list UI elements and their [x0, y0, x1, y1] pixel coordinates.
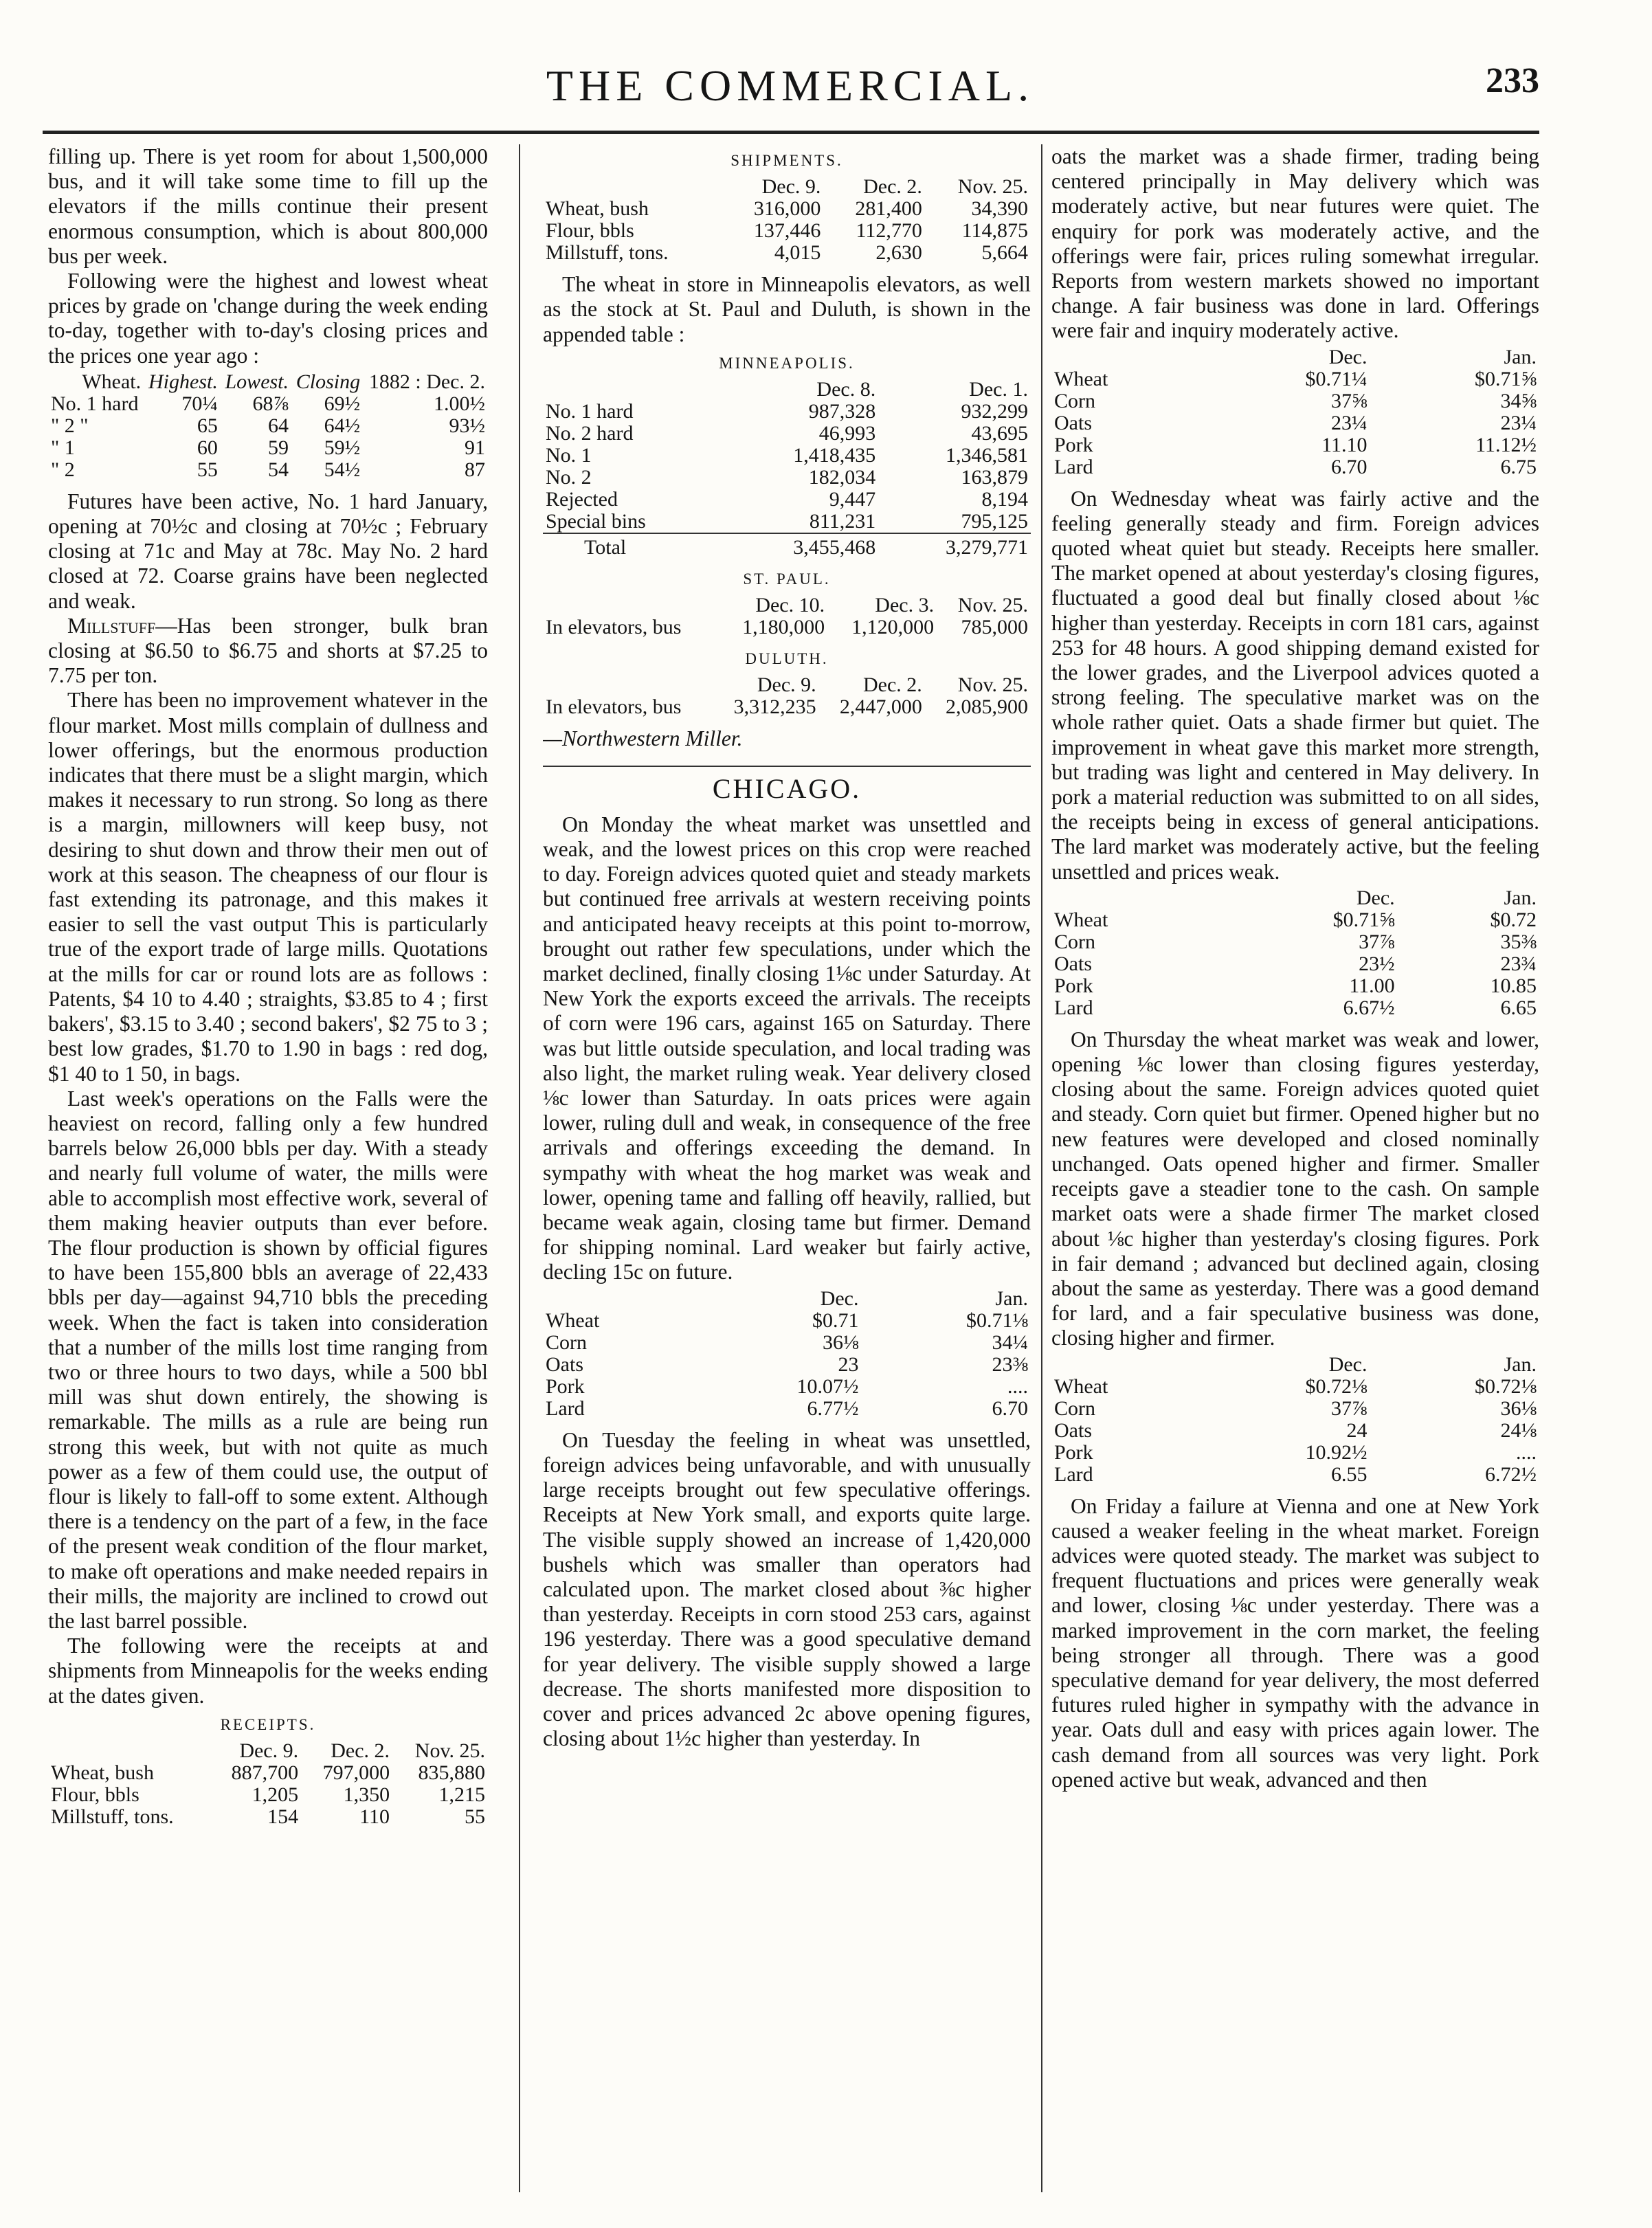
table-header: Dec. 2. [863, 175, 922, 199]
price-cell: 11.10 [1321, 433, 1368, 456]
price-cell: 65 [197, 414, 218, 437]
price-cell: 64½ [324, 414, 361, 437]
table-row [48, 415, 488, 437]
table-row [543, 511, 1031, 533]
table-row [543, 1376, 1031, 1398]
price-cell: 37⅝ [1331, 389, 1368, 412]
value-cell: 1,120,000 [851, 616, 935, 639]
table-header [1051, 346, 1201, 368]
wheat-price-table [48, 371, 488, 481]
table-row [48, 1806, 488, 1828]
page-number: 233 [1486, 61, 1539, 100]
table-header [543, 594, 718, 616]
price-cell: 35⅜ [1500, 930, 1537, 953]
price-cell: 70¼ [181, 392, 218, 415]
grade-cell: " 1 [51, 436, 75, 459]
table-row [48, 459, 488, 481]
table-row [48, 393, 488, 415]
table-header: Jan. [1504, 345, 1537, 368]
row-label: Wheat [1054, 367, 1108, 390]
row-label: Corn [1054, 1396, 1095, 1420]
table-header: Nov. 25. [414, 1739, 485, 1762]
page-header [41, 60, 1539, 122]
row-label: Flour, bbls [51, 1783, 139, 1806]
table-row [1051, 953, 1539, 975]
price-cell: 54 [268, 458, 289, 481]
paragraph: On Wednesday wheat was fairly active and the feeling generally steady and firm. Foreign advices quoted wheat quiet but steady. Receipts here smaller. The market opened at about yesterday's closing figures, fluctuated a good deal but finally closed about ⅛c higher than yesterday. Receipts in corn 181 cars, against 253 for 48 hours. A good shipping demand existed for the lower grades, and the Liverpool advices quoted a strong feeling. The speculative market was on the whole rather quiet. Oats a shade firmer but quiet. The improvement in wheat gave this market more strength, but trading was light and centered in May delivery. In pork a material reduction was submitted to on all sides, the receipts being in excess of general anticipations. The lard market was moderately active, but the feeling unsettled and prices weak. [1051, 486, 1539, 884]
value-cell: 34,390 [971, 197, 1028, 221]
table-caption: SHIPMENTS. [730, 152, 843, 169]
table-header: Dec. 9. [757, 673, 816, 697]
column-divider [1041, 144, 1042, 2192]
price-cell: $0.71 [812, 1308, 859, 1332]
value-cell: 112,770 [856, 219, 922, 243]
paragraph: The following were the receipts at and shipments from Minneapolis for the weeks ending at the dates given. [48, 1634, 488, 1708]
value-cell: 4,015 [774, 241, 821, 265]
value-cell: 1,350 [343, 1783, 390, 1806]
price-cell: 36⅛ [823, 1330, 859, 1354]
table-row [543, 1332, 1031, 1354]
row-label: Millstuff, tons. [51, 1805, 174, 1828]
value-cell: 1,180,000 [742, 616, 825, 639]
row-label: Corn [1054, 389, 1095, 412]
table-row [1051, 434, 1539, 456]
table-row [543, 696, 1031, 718]
value-cell: 2,447,000 [839, 695, 922, 719]
row-label: Lard [1054, 996, 1093, 1019]
price-cell: $0.71⅝ [1475, 367, 1537, 390]
table-row [1051, 1464, 1539, 1486]
price-cell: 59½ [324, 436, 361, 459]
row-label: Rejected [546, 488, 618, 511]
table-row [543, 423, 1031, 445]
value-cell: 46,993 [818, 422, 876, 445]
paragraph: Futures have been active, No. 1 hard January, opening at 70½c and closing at 70½c ; February closing at 71c and May at 78c. May No. 2 hard closed at 72. Coarse grains have been neglected and weak. [48, 489, 488, 613]
header-rule [43, 131, 1539, 134]
price-cell: $0.72 [1490, 908, 1537, 931]
column-3 [1051, 144, 1539, 2199]
price-cell: 10.92½ [1305, 1440, 1368, 1464]
column-2 [543, 144, 1031, 2199]
price-cell: 37⅞ [1331, 1396, 1368, 1420]
table-header: Dec. 3. [875, 594, 935, 617]
table-header: Closing [295, 370, 361, 393]
table-header: Dec. 8. [816, 378, 876, 401]
masthead: THE COMMERCIAL. [546, 61, 1035, 110]
table-caption: DULUTH. [745, 650, 829, 668]
price-cell: $0.71¼ [1305, 367, 1368, 390]
table-row [1051, 931, 1539, 953]
table-row [1051, 412, 1539, 434]
row-label: Wheat [1054, 1374, 1108, 1398]
wednesday-price-table [1051, 887, 1539, 1019]
row-label: Oats [1054, 1418, 1092, 1442]
row-label: Pork [546, 1374, 585, 1398]
table-header: Dec. [1328, 345, 1368, 368]
price-cell: 55 [197, 458, 218, 481]
minneapolis-table [543, 379, 1031, 559]
price-cell: 6.70 [1331, 455, 1368, 478]
table-row [543, 401, 1031, 423]
table-row [543, 1398, 1031, 1420]
row-label: Special bins [546, 510, 646, 533]
column-divider [519, 144, 520, 2192]
table-header [543, 379, 726, 401]
source-signature: —Northwestern Miller. [543, 726, 743, 751]
row-label: No. 2 hard [546, 422, 634, 445]
table-row [543, 1354, 1031, 1376]
row-label: Wheat, bush [546, 197, 649, 221]
price-cell: 36⅛ [1500, 1396, 1537, 1420]
paragraph: Following were the highest and lowest wheat prices by grade on 'change during the week ending to-day, together with to-day's closing prices and the prices one year ago : [48, 269, 488, 368]
paragraph-text: Has been stronger, bulk bran closing at $6.50 to $6.75 and shorts at $7.25 to 7.75 per ton. [48, 613, 488, 688]
value-cell: 154 [267, 1805, 299, 1828]
table-row [1051, 368, 1539, 390]
section-heading: CHICAGO. [543, 766, 1031, 801]
value-cell: 1,418,435 [793, 444, 876, 467]
table-row [1051, 909, 1539, 931]
table-row [543, 489, 1031, 511]
shipments-table [543, 176, 1031, 264]
value-cell: 811,231 [809, 510, 876, 533]
table-row [543, 198, 1031, 220]
grade-cell: " 2 " [51, 414, 89, 437]
price-cell: 23¼ [1331, 411, 1368, 434]
value-cell: 5,664 [981, 241, 1028, 265]
price-cell: 10.85 [1490, 974, 1537, 997]
row-label: Corn [546, 1330, 587, 1354]
price-cell: 6.67½ [1343, 996, 1395, 1019]
price-cell: 1.00½ [434, 392, 485, 415]
table-header [543, 176, 722, 198]
table-header [48, 1740, 210, 1762]
table-header: Dec. 9. [239, 1739, 299, 1762]
value-cell: 2,630 [875, 241, 922, 265]
price-cell: 37⅞ [1359, 930, 1395, 953]
table-header: Nov. 25. [957, 594, 1028, 617]
value-cell: 316,000 [753, 197, 821, 221]
table-header [543, 674, 713, 696]
price-cell: .... [1516, 1440, 1537, 1464]
row-label: Lard [1054, 1462, 1093, 1486]
paragraph: On Monday the wheat market was unsettled and weak, and the lowest prices on this crop were reached to day. Foreign advices quoted quiet and steady markets but continued free arrivals at western receiving points and anticipated heavy receipts at this point to-morrow, brought out rather few speculations, under which the market declined, finally closing 1⅛c under Saturday. At New York the exports exceed the arrivals. The receipts of corn were 196 cars, against 165 on Saturday. There was but little outside speculation, and local trading was also light, the market ruling weak. Year delivery closed ⅛c lower than Saturday. In oats prices were again lower, ruling dull and weak, in consequence of the free arrivals and offerings exceeding the demand. In sympathy with wheat the hog market was weak and lower, opening tame and falling off heavily, rallied, but became weak again, closing tame but firmer. Demand for shipping nominal. Lard weaker but fairly active, decling 15c on future. [543, 812, 1031, 1284]
value-cell: 8,194 [981, 488, 1028, 511]
st-paul-table [543, 594, 1031, 638]
price-cell: 23½ [1359, 952, 1395, 975]
paragraph-lead: Millstuff— [67, 613, 177, 638]
row-label: Oats [546, 1352, 583, 1376]
table-header: Dec. [1328, 1352, 1368, 1376]
table-header: Dec. [820, 1286, 859, 1310]
duluth-table [543, 674, 1031, 718]
table-header: Nov. 25. [957, 673, 1028, 697]
price-cell: 59 [268, 436, 289, 459]
row-label: Oats [1054, 952, 1092, 975]
total-row [543, 533, 1031, 559]
table-header: Jan. [1504, 886, 1537, 909]
row-label: No. 1 hard [546, 400, 634, 423]
price-cell: 23¼ [1500, 411, 1537, 434]
price-cell: 6.77½ [807, 1396, 859, 1420]
value-cell: 182,034 [808, 466, 876, 489]
price-cell: .... [1007, 1374, 1028, 1398]
grade-cell: No. 1 hard [51, 392, 139, 415]
table-row [543, 445, 1031, 467]
value-cell: 163,879 [961, 466, 1028, 489]
value-cell: 785,000 [961, 616, 1028, 639]
price-cell: $0.72⅛ [1475, 1374, 1537, 1398]
price-cell: $0.71⅛ [966, 1308, 1028, 1332]
row-label: Wheat [546, 1308, 600, 1332]
table-header: Nov. 25. [957, 175, 1028, 199]
table-header: Jan. [995, 1286, 1028, 1310]
value-cell: 137,446 [753, 219, 821, 243]
paragraph: Last week's operations on the Falls were the heaviest on record, falling only a few hundred barrels below 26,000 bbls per day. With a steady and nearly full volume of water, the mills were able to accomplish most effective work, several of them making heavier outputs than ever before. The flour production is shown by official figures to have been 155,800 bbls an average of 22,433 bbls per day—against 94,710 bbls the preceding week. When the fact is taken into consideration that a number of the mills lost time ranging from two or three hours to two days, while a 500 bbl mill was shut down entirely, the showing is remarkable. The mills as a rule are being run strong this week, but with not quite as much power as a few of them could use, the output of flour is likely to fall-off to some extent. Although there is a tendency on the part of a few, in the face of the present weak condition of the flour market, to make oft operations and make needed repairs in their mills, the majority are inclined to crowd out the last barrel possible. [48, 1086, 488, 1633]
paragraph: The wheat in store in Minneapolis elevators, as well as the stock at St. Paul and Duluth, is shown in the appended table : [543, 272, 1031, 346]
table-header [1051, 887, 1214, 909]
price-cell: 6.55 [1331, 1462, 1368, 1486]
table-row [543, 242, 1031, 264]
table-header: 1882 : Dec. 2. [368, 370, 485, 393]
table-header: Wheat. [82, 370, 142, 393]
price-cell: 91 [465, 436, 485, 459]
price-cell: 24 [1346, 1418, 1368, 1442]
value-cell: 987,328 [808, 400, 876, 423]
table-header: Lowest. [225, 370, 289, 393]
row-label: Total [543, 533, 726, 559]
price-cell: 34⅝ [1500, 389, 1537, 412]
value-cell: 55 [465, 1805, 485, 1828]
table-row [543, 1310, 1031, 1332]
row-label: Lard [546, 1396, 585, 1420]
table-caption: RECEIPTS. [220, 1715, 316, 1733]
row-label: Pork [1054, 974, 1093, 997]
table-header: Highest. [148, 370, 218, 393]
value-cell: 1,215 [438, 1783, 485, 1806]
price-cell: 64 [268, 414, 289, 437]
price-cell: $0.71⅝ [1332, 908, 1395, 931]
table-header: Jan. [1504, 1352, 1537, 1376]
paragraph: There has been no improvement whatever in the flour market. Most mills complain of dullness and lower offerings, but the enormous production indicates that there must be a slight margin, which makes it necessary to run strong. So long as there is a margin, millowners will keep busy, not desiring to shut down and throw their men out of work at this season. The cheapness of our flour is fast extending its patronage, and this makes it easier to sell the vast output This is particularly true of the export trade of large mills. Quotations at the mills for car or round lots are as follows : Patents, $4 10 to 4.40 ; straights, $3.85 to 4 ; first bakers', $3.15 to 3.40 ; second bakers', $2 75 to 3 ; best low grades, $1.70 to 1.90 in bags : red dog, $1 40 to 1 50, in bags. [48, 688, 488, 1086]
row-label: Pork [1054, 433, 1093, 456]
table-header: Dec. [1356, 886, 1395, 909]
column-1 [48, 144, 488, 2199]
price-cell: 93½ [449, 414, 485, 437]
price-cell: $0.72⅛ [1305, 1374, 1368, 1398]
row-label: Flour, bbls [546, 219, 634, 243]
value-cell: 114,875 [961, 219, 1028, 243]
value-cell: 43,695 [971, 422, 1028, 445]
grade-cell: " 2 [51, 458, 75, 481]
price-cell: 23 [838, 1352, 859, 1376]
row-label: Millstuff, tons. [546, 241, 669, 265]
table-header: Dec. 10. [755, 594, 825, 617]
value-cell: 932,299 [961, 400, 1028, 423]
value-cell: 3,279,771 [878, 533, 1031, 559]
table-row [1051, 997, 1539, 1019]
value-cell: 887,700 [231, 1761, 299, 1784]
price-cell: 6.72½ [1485, 1462, 1537, 1486]
price-cell: 68⅞ [252, 392, 289, 415]
receipts-table [48, 1740, 488, 1828]
row-label: Pork [1054, 1440, 1093, 1464]
table-row [48, 1762, 488, 1784]
price-cell: 69½ [324, 392, 361, 415]
table-row [543, 220, 1031, 242]
row-label: No. 1 [546, 444, 592, 467]
paragraph: filling up. There is yet room for about 1,500,000 bus, and it will take some time to fill up the elevators if the mills continue their present enormous consumption, which is about 800,000 bus per week. [48, 144, 488, 268]
table-header: Dec. 2. [863, 673, 922, 697]
row-label: In elevators, bus [546, 616, 682, 639]
value-cell: 1,205 [252, 1783, 299, 1806]
price-cell: 11.12½ [1475, 433, 1537, 456]
price-cell: 10.07½ [796, 1374, 859, 1398]
table-header: Dec. 9. [761, 175, 821, 199]
table-header [543, 1288, 692, 1310]
value-cell: 3,455,468 [726, 533, 878, 559]
table-row [1051, 1420, 1539, 1442]
price-cell: 87 [465, 458, 485, 481]
tuesday-price-table [1051, 346, 1539, 478]
row-label: Wheat, bush [51, 1761, 154, 1784]
table-row [1051, 1398, 1539, 1420]
table-row [1051, 975, 1539, 997]
table-row [543, 616, 1031, 638]
paragraph: On Friday a failure at Vienna and one at New York caused a weaker feeling in the wheat market. Foreign advices were quoted steady. The market was subject to frequent fluctuations and prices were generally weak and lower, closing ⅛c under yesterday. There was a marked improvement in the corn market, the feeling being stronger all through. There was a good speculative demand for year delivery, the most deferred futures ruled higher in sympathy with the advance in year. Oats dull and easy with prices again lower. The cash demand from all sources was very light. Pork opened active but weak, advanced and then [1051, 1493, 1539, 1792]
price-cell: 11.00 [1349, 974, 1395, 997]
paragraph [48, 614, 488, 689]
price-cell: 60 [197, 436, 218, 459]
value-cell: 835,880 [418, 1761, 485, 1784]
table-row [1051, 456, 1539, 478]
value-cell: 1,346,581 [946, 444, 1028, 467]
value-cell: 9,447 [829, 488, 876, 511]
value-cell: 795,125 [961, 510, 1028, 533]
paragraph: oats the market was a shade firmer, trading being centered principally in May delivery which was moderately active, but near futures were quiet. The enquiry for pork was moderately active, and the offerings were fair, prices ruling somewhat irregular. Reports from western markets showed no important change. A fair business was done in lard. Offerings were fair and inquiry moderately active. [1051, 144, 1539, 343]
table-caption: MINNEAPOLIS. [719, 354, 855, 372]
table-row [48, 1784, 488, 1806]
value-cell: 281,400 [855, 197, 922, 221]
price-cell: 6.75 [1500, 455, 1537, 478]
table-row [1051, 1442, 1539, 1464]
table-row [1051, 390, 1539, 412]
paragraph: On Thursday the wheat market was weak and lower, opening ⅛c lower than closing figures yesterday, closing about the same. Foreign advices quoted quiet and steady. Corn quiet but firmer. Opened higher but no new features were developed and closed nominally unchanged. Oats opened higher and firmer. Smaller receipts gave a steadier tone to the cash. On sample market oats were a shade firmer The market closed about ⅛c higher than yesterday's closing figures. Pork in fair demand ; advanced but declined again, closing about the same as yesterday. There was a good demand for lard, and a fair speculative business was done, closing higher and firmer. [1051, 1027, 1539, 1350]
table-row [48, 437, 488, 459]
table-row [1051, 1376, 1539, 1398]
price-cell: 54½ [324, 458, 361, 481]
table-row [543, 467, 1031, 489]
row-label: Lard [1054, 455, 1093, 478]
thursday-price-table [1051, 1354, 1539, 1486]
price-cell: 24⅛ [1500, 1418, 1537, 1442]
value-cell: 2,085,900 [946, 695, 1028, 719]
monday-price-table [543, 1288, 1031, 1420]
row-label: In elevators, bus [546, 695, 682, 719]
price-cell: 34¼ [992, 1330, 1028, 1354]
table-header: Dec. 1. [969, 378, 1028, 401]
value-cell: 3,312,235 [733, 695, 816, 719]
price-cell: 23⅜ [992, 1352, 1028, 1376]
row-label: No. 2 [546, 466, 592, 489]
price-cell: 6.70 [992, 1396, 1028, 1420]
price-cell: 6.65 [1500, 996, 1537, 1019]
price-cell: 23¾ [1500, 952, 1537, 975]
table-header: Dec. 2. [331, 1739, 390, 1762]
value-cell: 110 [359, 1805, 390, 1828]
row-label: Wheat [1054, 908, 1108, 931]
row-label: Oats [1054, 411, 1092, 434]
row-label: Corn [1054, 930, 1095, 953]
paragraph: On Tuesday the feeling in wheat was unsettled, foreign advices being unfavorable, and with unusually large receipts brought out few speculative offerings. Receipts at New York small, and exports quite large. The visible supply showed an increase of 1,420,000 bushels which was smaller than operators had calculated upon. The market closed about ⅜c higher than yesterday. Receipts in corn stood 253 cars, against 196 yesterday. There was a good speculative demand for year delivery. The visible supply showed a large decrease. The shorts manifested more disposition to cover and prices advanced 2c above opening figures, closing about 1½c higher than yesterday. In [543, 1427, 1031, 1751]
table-caption: ST. PAUL. [743, 570, 831, 588]
table-header [1051, 1354, 1201, 1376]
value-cell: 797,000 [322, 1761, 390, 1784]
